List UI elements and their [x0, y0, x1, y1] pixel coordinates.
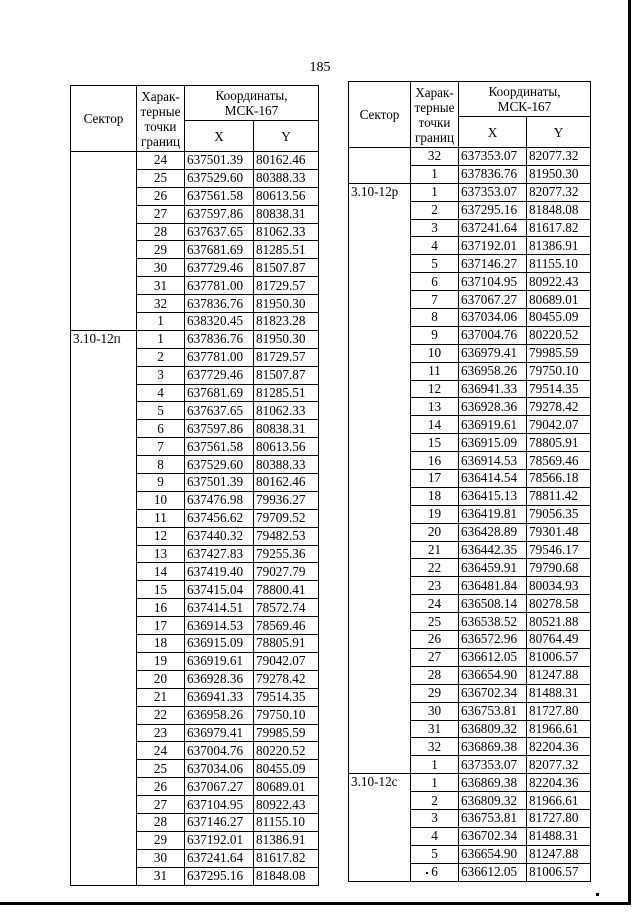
point-number-cell: 1 [411, 165, 459, 183]
y-coordinate-cell: 79042.07 [254, 652, 319, 670]
header-points-line: Харак- [141, 88, 180, 104]
x-coordinate-cell: 636958.26 [459, 362, 527, 380]
x-coordinate-cell: 637414.51 [185, 599, 254, 617]
y-coordinate-cell: 79790.68 [527, 559, 591, 577]
x-coordinate-cell: 637104.95 [185, 796, 254, 814]
header-y: Y [527, 117, 591, 148]
y-coordinate-cell: 81966.61 [527, 720, 591, 738]
y-coordinate-cell: 79255.36 [254, 545, 319, 563]
y-coordinate-cell: 81247.88 [527, 666, 591, 684]
point-number-cell: 1 [411, 756, 459, 774]
x-coordinate-cell: 637241.64 [185, 849, 254, 867]
y-coordinate-cell: 80220.52 [527, 326, 591, 344]
y-coordinate-cell: 82077.32 [527, 756, 591, 774]
y-coordinate-cell: 80689.01 [527, 291, 591, 309]
header-x: X [459, 117, 527, 148]
point-number-cell: 19 [411, 505, 459, 523]
y-coordinate-cell: 79278.42 [254, 670, 319, 688]
y-coordinate-cell: 81507.87 [254, 366, 319, 384]
point-number-cell: 5 [137, 402, 185, 420]
point-number-cell: 2 [411, 201, 459, 219]
y-coordinate-cell: 80455.09 [527, 309, 591, 327]
point-number-cell: 30 [411, 702, 459, 720]
point-number-cell: 17 [411, 470, 459, 488]
point-number-cell: 17 [137, 617, 185, 635]
y-coordinate-cell: 82204.36 [527, 738, 591, 756]
x-coordinate-cell: 636538.52 [459, 613, 527, 631]
y-coordinate-cell: 79750.10 [254, 706, 319, 724]
y-coordinate-cell: 81247.88 [527, 845, 591, 863]
x-coordinate-cell: 636753.81 [459, 702, 527, 720]
header-sector: Сектор [349, 82, 411, 148]
y-coordinate-cell: 79514.35 [527, 380, 591, 398]
y-coordinate-cell: 78569.46 [254, 617, 319, 635]
x-coordinate-cell: 637561.58 [185, 438, 254, 456]
point-number-cell: 20 [411, 523, 459, 541]
x-coordinate-cell: 637353.07 [459, 183, 527, 201]
x-coordinate-cell: 636654.90 [459, 845, 527, 863]
x-coordinate-cell: 636419.81 [459, 505, 527, 523]
header-points-line: границ [414, 129, 455, 145]
header-points-line: границ [140, 133, 181, 149]
sector-cell: 3.10-12п [71, 330, 137, 885]
x-coordinate-cell: 637597.86 [185, 420, 254, 438]
y-coordinate-cell: 81155.10 [527, 255, 591, 273]
sector-cell: 3.10-12с [349, 774, 411, 881]
x-coordinate-cell: 637456.62 [185, 509, 254, 527]
point-number-cell: 14 [411, 416, 459, 434]
point-number-cell: 16 [411, 452, 459, 470]
y-coordinate-cell: 79750.10 [527, 362, 591, 380]
point-number-cell: 13 [411, 398, 459, 416]
y-coordinate-cell: 81155.10 [254, 813, 319, 831]
x-coordinate-cell: 636442.35 [459, 541, 527, 559]
point-number-cell: 4 [411, 237, 459, 255]
x-coordinate-cell: 636415.13 [459, 487, 527, 505]
x-coordinate-cell: 636979.41 [185, 724, 254, 742]
point-number-cell: 21 [411, 541, 459, 559]
header-x: X [185, 121, 254, 152]
x-coordinate-cell: 636612.05 [459, 863, 527, 881]
x-coordinate-cell: 636459.91 [459, 559, 527, 577]
x-coordinate-cell: 636508.14 [459, 595, 527, 613]
y-coordinate-cell: 80922.43 [527, 273, 591, 291]
y-coordinate-cell: 79709.52 [254, 509, 319, 527]
point-number-cell: 3 [411, 809, 459, 827]
point-number-cell: 28 [137, 223, 185, 241]
x-coordinate-cell: 637146.27 [459, 255, 527, 273]
table-row [71, 330, 319, 348]
y-coordinate-cell: 80838.31 [254, 420, 319, 438]
y-coordinate-cell: 81950.30 [254, 330, 319, 348]
y-coordinate-cell: 80521.88 [527, 613, 591, 631]
x-coordinate-cell: 637067.27 [185, 778, 254, 796]
y-coordinate-cell: 78811.42 [527, 487, 591, 505]
y-coordinate-cell: 80162.46 [254, 152, 319, 170]
point-number-cell: 22 [137, 706, 185, 724]
sector-cell [349, 148, 411, 184]
point-number-cell: 11 [411, 362, 459, 380]
y-coordinate-cell: 81062.33 [254, 223, 319, 241]
point-number-cell: 4 [411, 827, 459, 845]
x-coordinate-cell: 637836.76 [185, 295, 254, 313]
table-body-left [71, 152, 319, 886]
x-coordinate-cell: 637419.40 [185, 563, 254, 581]
x-coordinate-cell: 637415.04 [185, 581, 254, 599]
point-number-cell: 19 [137, 652, 185, 670]
point-number-cell: 24 [137, 742, 185, 760]
point-number-cell: 2 [137, 348, 185, 366]
x-coordinate-cell: 637637.65 [185, 402, 254, 420]
x-coordinate-cell: 637476.98 [185, 491, 254, 509]
point-number-cell: 26 [411, 631, 459, 649]
y-coordinate-cell: 78569.46 [527, 452, 591, 470]
y-coordinate-cell: 81950.30 [527, 165, 591, 183]
x-coordinate-cell: 636914.53 [185, 617, 254, 635]
point-number-cell: 22 [411, 559, 459, 577]
point-number-cell: 10 [411, 344, 459, 362]
x-coordinate-cell: 637440.32 [185, 527, 254, 545]
point-number-cell: 7 [137, 438, 185, 456]
header-points-line: терные [414, 99, 455, 115]
y-coordinate-cell: 78572.74 [254, 599, 319, 617]
y-coordinate-cell: 78800.41 [254, 581, 319, 599]
point-number-cell: 30 [137, 259, 185, 277]
x-coordinate-cell: 638320.45 [185, 313, 254, 331]
x-coordinate-cell: 636809.32 [459, 720, 527, 738]
point-number-cell: 32 [411, 738, 459, 756]
x-coordinate-cell: 636979.41 [459, 344, 527, 362]
header-points-line: терные [140, 103, 181, 119]
y-coordinate-cell: 80764.49 [527, 631, 591, 649]
x-coordinate-cell: 636919.61 [185, 652, 254, 670]
y-coordinate-cell: 79985.59 [527, 344, 591, 362]
point-number-cell: 9 [137, 474, 185, 492]
header-coords-line: Координаты, [488, 84, 561, 99]
x-coordinate-cell: 636915.09 [459, 434, 527, 452]
point-number-cell: 4 [137, 384, 185, 402]
header-coords-line: МСК-167 [497, 99, 552, 114]
point-number-cell: 5 [411, 845, 459, 863]
y-coordinate-cell: 81386.91 [527, 237, 591, 255]
x-coordinate-cell: 636914.53 [459, 452, 527, 470]
y-coordinate-cell: 80613.56 [254, 438, 319, 456]
point-number-cell: 7 [411, 291, 459, 309]
y-coordinate-cell: 81488.31 [527, 684, 591, 702]
y-coordinate-cell: 79056.35 [527, 505, 591, 523]
point-number-cell: 9 [411, 326, 459, 344]
x-coordinate-cell: 637104.95 [459, 273, 527, 291]
scan-speck [596, 893, 599, 896]
y-coordinate-cell: 79301.48 [527, 523, 591, 541]
point-number-cell: 10 [137, 491, 185, 509]
x-coordinate-cell: 637353.07 [459, 756, 527, 774]
header-points-line: Харак- [415, 84, 454, 100]
point-number-cell: 3 [411, 219, 459, 237]
table-body-right [349, 148, 591, 882]
point-number-cell: 23 [137, 724, 185, 742]
point-number-cell: 29 [137, 241, 185, 259]
coordinates-table-left [70, 85, 319, 886]
x-coordinate-cell: 636919.61 [459, 416, 527, 434]
x-coordinate-cell: 637681.69 [185, 384, 254, 402]
x-coordinate-cell: 637637.65 [185, 223, 254, 241]
point-number-cell: 21 [137, 688, 185, 706]
x-coordinate-cell: 637067.27 [459, 291, 527, 309]
point-number-cell: 8 [411, 309, 459, 327]
point-number-cell: 30 [137, 849, 185, 867]
point-number-cell: 18 [137, 635, 185, 653]
point-number-cell: 25 [137, 760, 185, 778]
y-coordinate-cell: 79985.59 [254, 724, 319, 742]
x-coordinate-cell: 636702.34 [459, 684, 527, 702]
x-coordinate-cell: 636572.96 [459, 631, 527, 649]
point-number-cell: 29 [411, 684, 459, 702]
x-coordinate-cell: 637561.58 [185, 187, 254, 205]
point-number-cell: 26 [137, 778, 185, 796]
y-coordinate-cell: 81285.51 [254, 241, 319, 259]
point-number-cell: 25 [137, 169, 185, 187]
x-coordinate-cell: 636941.33 [185, 688, 254, 706]
x-coordinate-cell: 637034.06 [185, 760, 254, 778]
x-coordinate-cell: 636428.89 [459, 523, 527, 541]
x-coordinate-cell: 637781.00 [185, 348, 254, 366]
x-coordinate-cell: 637836.76 [459, 165, 527, 183]
y-coordinate-cell: 78566.18 [527, 470, 591, 488]
x-coordinate-cell: 637501.39 [185, 474, 254, 492]
sector-cell [71, 152, 137, 331]
point-number-cell: 31 [137, 867, 185, 885]
coordinates-table-right [348, 81, 591, 882]
point-number-cell: 27 [411, 648, 459, 666]
x-coordinate-cell: 637146.27 [185, 813, 254, 831]
point-number-cell: 24 [137, 152, 185, 170]
header-points [411, 82, 459, 148]
x-coordinate-cell: 636414.54 [459, 470, 527, 488]
table-row [349, 148, 591, 166]
point-number-cell: 31 [137, 277, 185, 295]
x-coordinate-cell: 636809.32 [459, 792, 527, 810]
y-coordinate-cell: 79482.53 [254, 527, 319, 545]
x-coordinate-cell: 637781.00 [185, 277, 254, 295]
y-coordinate-cell: 81285.51 [254, 384, 319, 402]
x-coordinate-cell: 637836.76 [185, 330, 254, 348]
point-number-cell: 28 [137, 813, 185, 831]
point-number-cell: 32 [137, 295, 185, 313]
x-coordinate-cell: 637529.60 [185, 456, 254, 474]
y-coordinate-cell: 81617.82 [254, 849, 319, 867]
y-coordinate-cell: 79514.35 [254, 688, 319, 706]
x-coordinate-cell: 637729.46 [185, 259, 254, 277]
point-number-cell: 32 [411, 148, 459, 166]
y-coordinate-cell: 79546.17 [527, 541, 591, 559]
point-number-cell: 6 [137, 420, 185, 438]
y-coordinate-cell: 81950.30 [254, 295, 319, 313]
point-number-cell: 2 [411, 792, 459, 810]
point-number-cell: 29 [137, 831, 185, 849]
y-coordinate-cell: 80220.52 [254, 742, 319, 760]
point-number-cell: 25 [411, 613, 459, 631]
x-coordinate-cell: 636928.36 [185, 670, 254, 688]
header-coords [459, 82, 591, 117]
x-coordinate-cell: 637295.16 [185, 867, 254, 885]
header-coords-line: МСК-167 [224, 103, 279, 118]
point-number-cell: 12 [411, 380, 459, 398]
point-number-cell: 27 [137, 205, 185, 223]
header-coords-line: Координаты, [215, 88, 288, 103]
x-coordinate-cell: 636612.05 [459, 648, 527, 666]
y-coordinate-cell: 80278.58 [527, 595, 591, 613]
x-coordinate-cell: 637034.06 [459, 309, 527, 327]
y-coordinate-cell: 81727.80 [527, 809, 591, 827]
y-coordinate-cell: 81006.57 [527, 863, 591, 881]
y-coordinate-cell: 80922.43 [254, 796, 319, 814]
x-coordinate-cell: 636869.38 [459, 774, 527, 792]
x-coordinate-cell: 637729.46 [185, 366, 254, 384]
point-number-cell: 1 [137, 330, 185, 348]
x-coordinate-cell: 637295.16 [459, 201, 527, 219]
y-coordinate-cell: 81729.57 [254, 277, 319, 295]
point-number-cell: 11 [137, 509, 185, 527]
y-coordinate-cell: 81488.31 [527, 827, 591, 845]
y-coordinate-cell: 80838.31 [254, 205, 319, 223]
point-number-cell: 13 [137, 545, 185, 563]
x-coordinate-cell: 636654.90 [459, 666, 527, 684]
point-number-cell: 31 [411, 720, 459, 738]
x-coordinate-cell: 636702.34 [459, 827, 527, 845]
header-points-line: точки [144, 118, 177, 134]
y-coordinate-cell: 81617.82 [527, 219, 591, 237]
x-coordinate-cell: 636928.36 [459, 398, 527, 416]
y-coordinate-cell: 80388.33 [254, 169, 319, 187]
header-points-line: точки [418, 114, 451, 130]
y-coordinate-cell: 81848.08 [527, 201, 591, 219]
point-number-cell: 27 [137, 796, 185, 814]
y-coordinate-cell: 80388.33 [254, 456, 319, 474]
x-coordinate-cell: 636915.09 [185, 635, 254, 653]
y-coordinate-cell: 81848.08 [254, 867, 319, 885]
y-coordinate-cell: 81823.28 [254, 313, 319, 331]
y-coordinate-cell: 81006.57 [527, 648, 591, 666]
y-coordinate-cell: 79936.27 [254, 491, 319, 509]
point-number-cell: 5 [411, 255, 459, 273]
point-number-cell: 20 [137, 670, 185, 688]
header-sector: Сектор [71, 86, 137, 152]
point-number-cell: 15 [137, 581, 185, 599]
point-number-cell: 3 [137, 366, 185, 384]
header-y: Y [254, 121, 319, 152]
x-coordinate-cell: 637004.76 [459, 326, 527, 344]
x-coordinate-cell: 637529.60 [185, 169, 254, 187]
point-number-cell: 15 [411, 434, 459, 452]
point-number-cell: 16 [137, 599, 185, 617]
point-number-cell: 14 [137, 563, 185, 581]
y-coordinate-cell: 82204.36 [527, 774, 591, 792]
table-row [349, 183, 591, 201]
header-points [137, 86, 185, 152]
x-coordinate-cell: 636869.38 [459, 738, 527, 756]
y-coordinate-cell: 80162.46 [254, 474, 319, 492]
x-coordinate-cell: 637597.86 [185, 205, 254, 223]
y-coordinate-cell: 78805.91 [527, 434, 591, 452]
y-coordinate-cell: 81386.91 [254, 831, 319, 849]
y-coordinate-cell: 79278.42 [527, 398, 591, 416]
point-number-cell: 26 [137, 187, 185, 205]
point-number-cell: 24 [411, 595, 459, 613]
x-coordinate-cell: 637501.39 [185, 152, 254, 170]
x-coordinate-cell: 637681.69 [185, 241, 254, 259]
y-coordinate-cell: 79042.07 [527, 416, 591, 434]
header-coords [185, 86, 319, 121]
x-coordinate-cell: 637192.01 [459, 237, 527, 255]
point-number-cell: 28 [411, 666, 459, 684]
y-coordinate-cell: 80613.56 [254, 187, 319, 205]
x-coordinate-cell: 637241.64 [459, 219, 527, 237]
y-coordinate-cell: 81727.80 [527, 702, 591, 720]
x-coordinate-cell: 637004.76 [185, 742, 254, 760]
point-number-cell: 23 [411, 577, 459, 595]
point-number-cell: 6 [411, 863, 459, 881]
y-coordinate-cell: 82077.32 [527, 148, 591, 166]
x-coordinate-cell: 637353.07 [459, 148, 527, 166]
point-number-cell: 1 [137, 313, 185, 331]
y-coordinate-cell: 79027.79 [254, 563, 319, 581]
x-coordinate-cell: 636941.33 [459, 380, 527, 398]
x-coordinate-cell: 636753.81 [459, 809, 527, 827]
y-coordinate-cell: 81966.61 [527, 792, 591, 810]
table-row [349, 774, 591, 792]
point-number-cell: 12 [137, 527, 185, 545]
point-number-cell: 1 [411, 183, 459, 201]
y-coordinate-cell: 81507.87 [254, 259, 319, 277]
sector-cell: 3.10-12р [349, 183, 411, 773]
point-number-cell: 18 [411, 487, 459, 505]
y-coordinate-cell: 82077.32 [527, 183, 591, 201]
y-coordinate-cell: 78805.91 [254, 635, 319, 653]
scan-speck [426, 872, 428, 874]
y-coordinate-cell: 80034.93 [527, 577, 591, 595]
y-coordinate-cell: 80689.01 [254, 778, 319, 796]
y-coordinate-cell: 81062.33 [254, 402, 319, 420]
x-coordinate-cell: 637427.83 [185, 545, 254, 563]
page-number: 185 [309, 60, 331, 75]
point-number-cell: 6 [411, 273, 459, 291]
table-row [71, 152, 319, 170]
x-coordinate-cell: 636958.26 [185, 706, 254, 724]
x-coordinate-cell: 637192.01 [185, 831, 254, 849]
y-coordinate-cell: 80455.09 [254, 760, 319, 778]
x-coordinate-cell: 636481.84 [459, 577, 527, 595]
y-coordinate-cell: 81729.57 [254, 348, 319, 366]
point-number-cell: 8 [137, 456, 185, 474]
point-number-cell: 1 [411, 774, 459, 792]
